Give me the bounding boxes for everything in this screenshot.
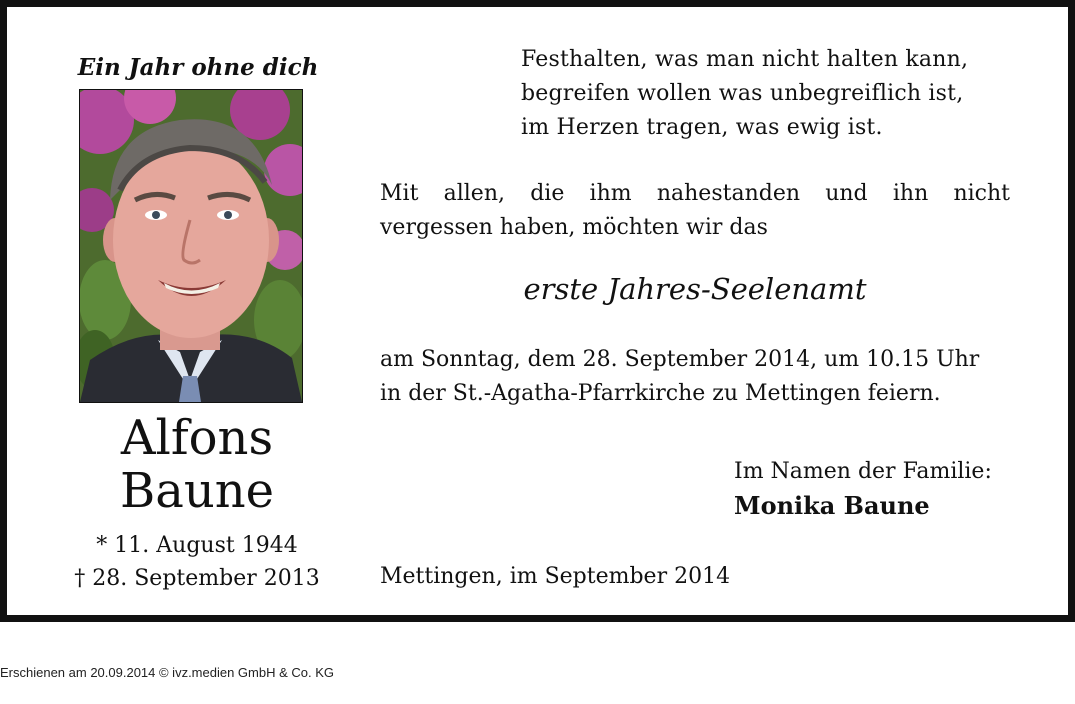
family-signature	[734, 455, 992, 523]
signer-name: Monika Baune	[734, 491, 930, 520]
place-date: Mettingen, im September 2014	[380, 564, 731, 589]
details-line: in der St.-Agatha-Pfarrkirche zu Mettingen feiern.	[380, 381, 941, 406]
poem-line: im Herzen tragen, was ewig ist.	[521, 115, 883, 140]
poem-line: begreifen wollen was unbegreiflich ist,	[521, 81, 964, 106]
event-details	[380, 343, 979, 411]
invitation-paragraph	[380, 177, 1010, 245]
poem	[521, 43, 968, 145]
notice-heading: Ein Jahr ohne dich	[77, 54, 319, 81]
death-date: † 28. September 2013	[74, 566, 320, 591]
portrait-photo	[79, 89, 303, 403]
paragraph-line: vergessen haben, möchten wir das	[380, 215, 768, 240]
poem-line: Festhalten, was man nicht halten kann,	[521, 47, 969, 72]
life-dates	[47, 529, 347, 595]
paragraph-line: Mit allen, die ihm nahestanden und ihn nicht	[380, 181, 1010, 206]
event-title: erste Jahres-Seelenamt	[523, 272, 867, 306]
deceased-name	[47, 412, 347, 518]
details-line: am Sonntag, dem 28. September 2014, um 10.15 Uhr	[380, 347, 980, 372]
family-intro: Im Namen der Familie:	[734, 459, 992, 484]
publication-footer: Erschienen am 20.09.2014 © ivz.medien GmbH & Co. KG	[0, 665, 335, 680]
birth-date: * 11. August 1944	[96, 533, 298, 558]
first-name: Alfons	[120, 410, 274, 466]
last-name: Baune	[119, 463, 275, 519]
